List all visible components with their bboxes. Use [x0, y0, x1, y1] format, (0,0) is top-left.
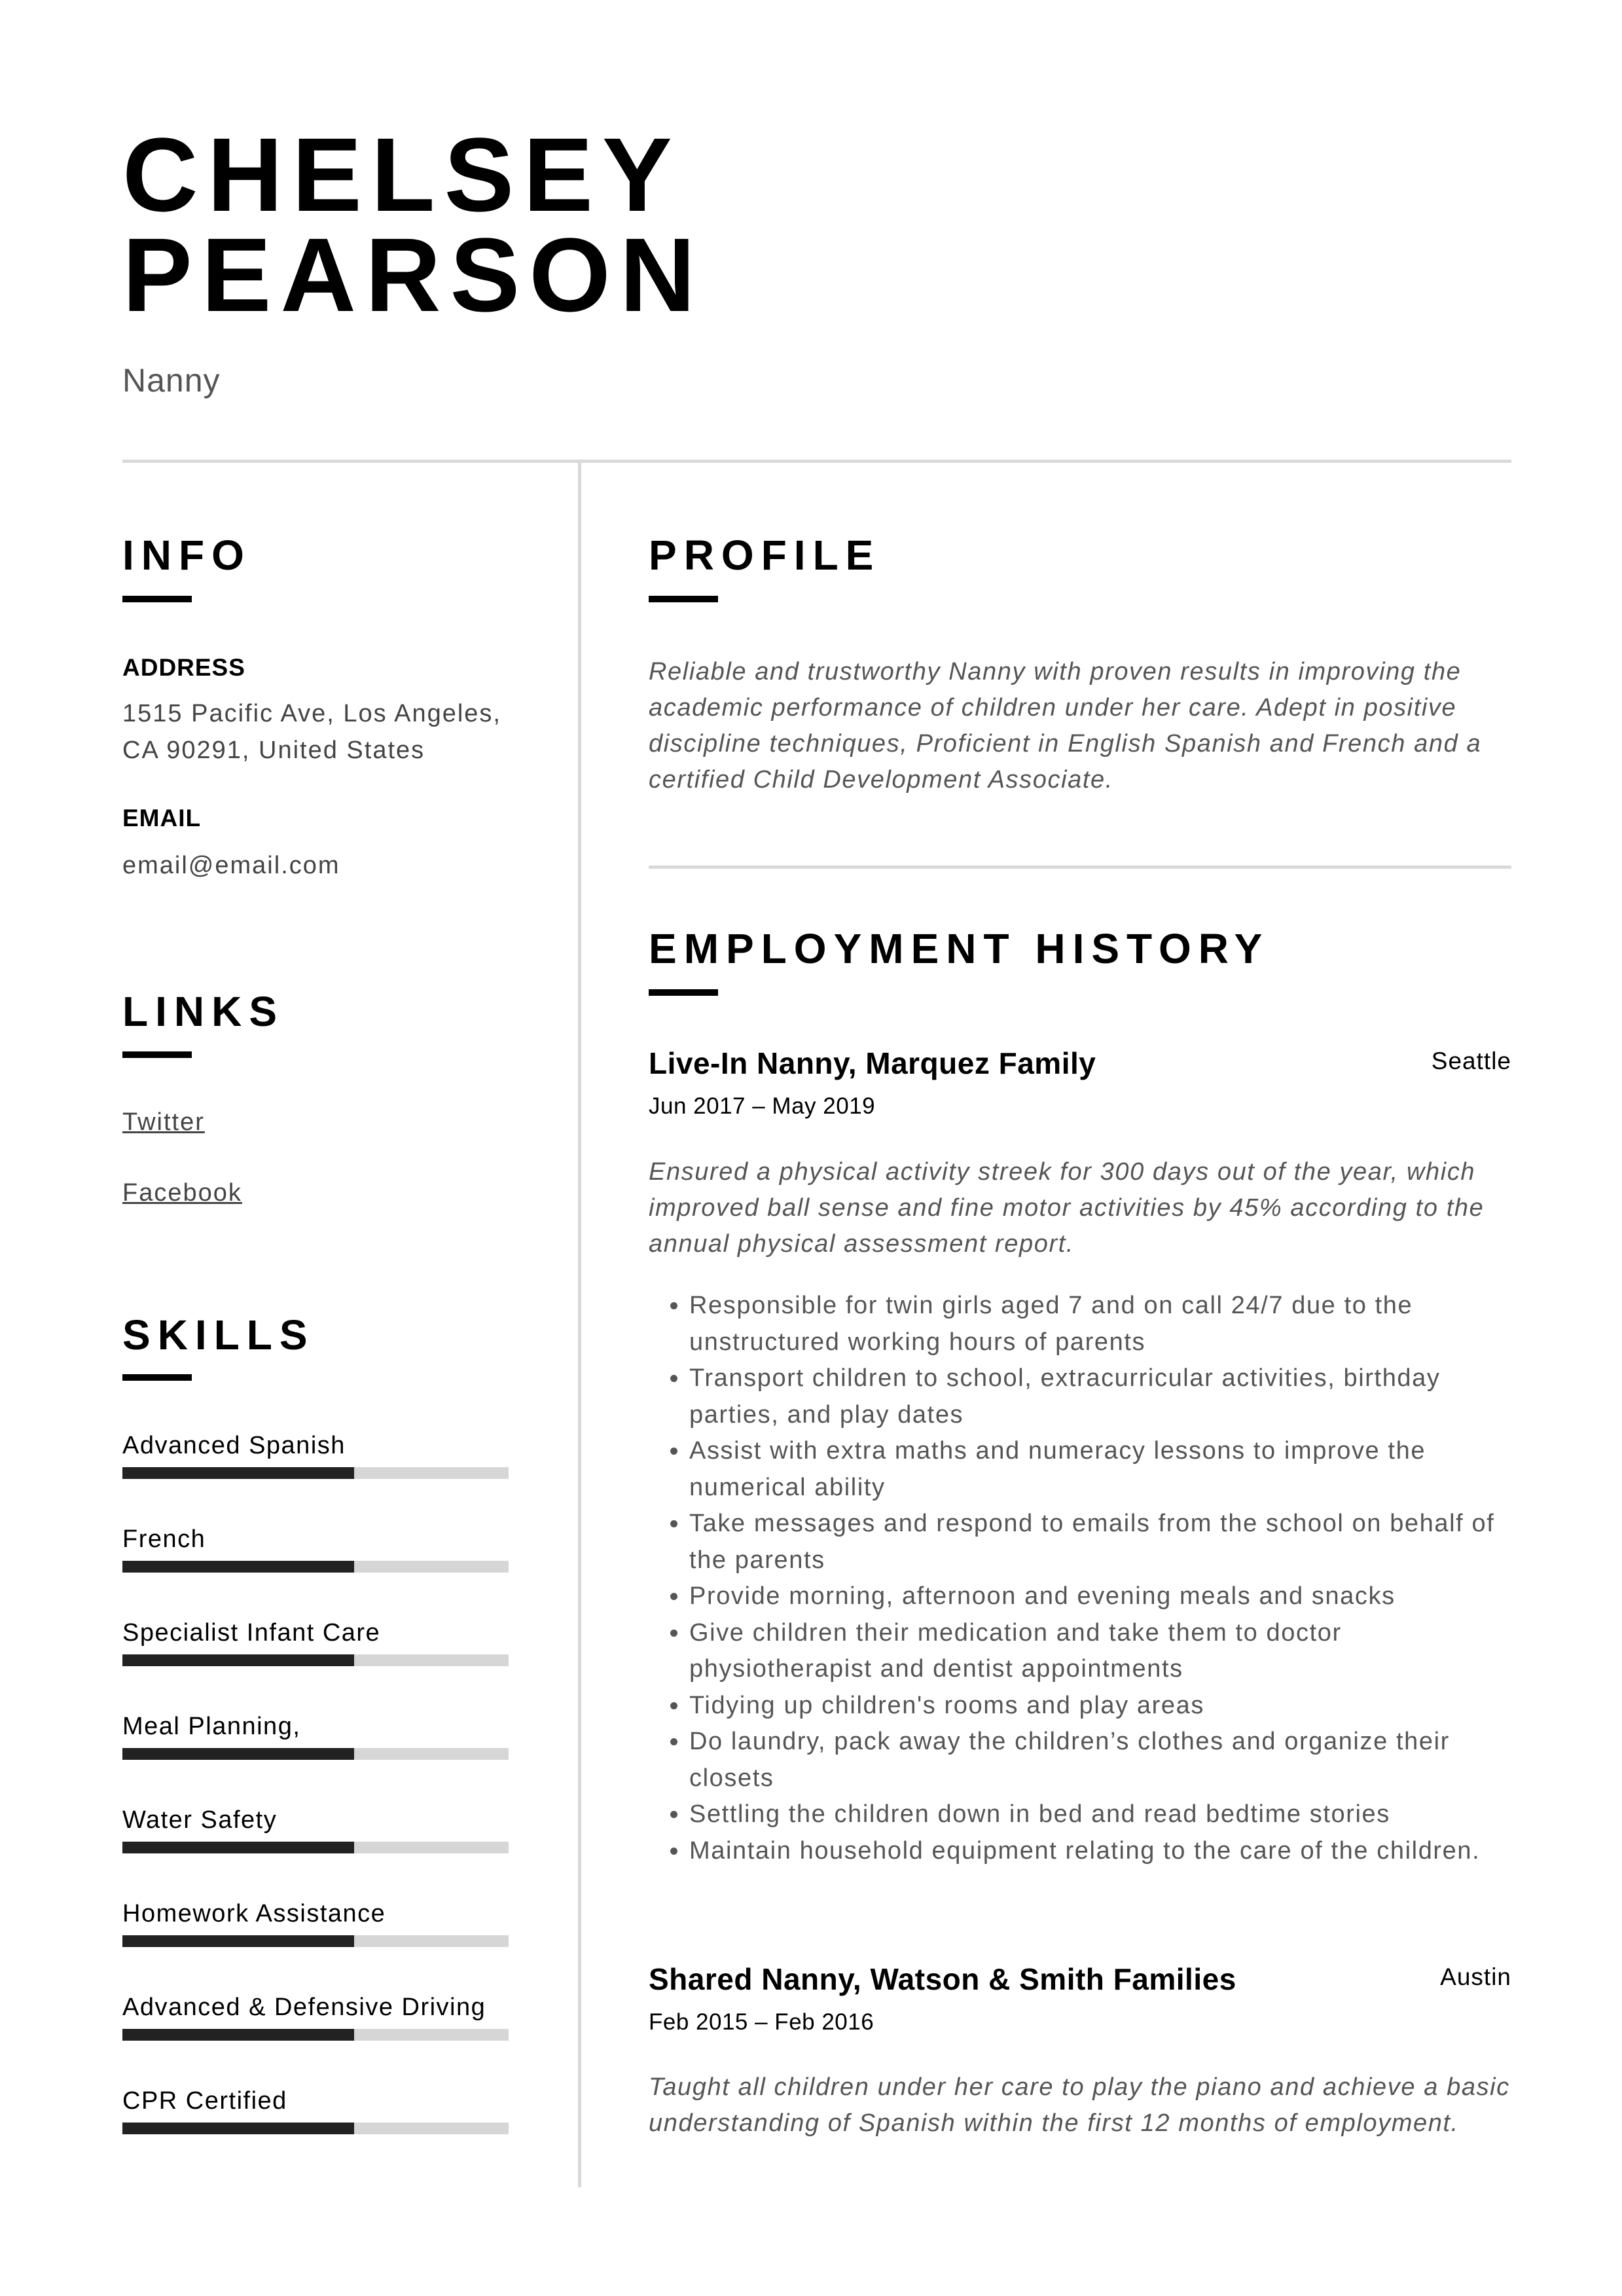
- job-bullet: • Settling the children down in bed and read bedtime stories: [689, 1796, 1511, 1833]
- skill-item: [122, 1616, 509, 1666]
- links-heading: LINKS: [122, 988, 284, 1035]
- job-bullet: • Take messages and respond to emails from the school on behalf of the parents: [689, 1506, 1511, 1578]
- skill-level-bar: [122, 1935, 509, 1947]
- skills-heading-underline: [122, 1374, 192, 1381]
- skill-level-bar: [122, 1748, 509, 1760]
- profile-text: Reliable and trustworthy Nanny with proven results in improving the academic performance of children under her care. Adept in positive discipline techniques, Proficient in English Spanish and French and a certified Child Development Associate.: [649, 658, 1482, 793]
- address-value: [122, 695, 501, 769]
- email-value: email@email.com: [122, 852, 340, 879]
- column-divider: [578, 462, 581, 2187]
- links-heading-underline: [122, 1051, 192, 1058]
- skill-level-bar: [122, 1467, 509, 1479]
- skill-level-bar: [122, 1654, 509, 1666]
- skill-level-fill: [122, 1654, 354, 1666]
- profile-divider: [649, 866, 1511, 869]
- job-location: Austin: [1440, 1963, 1511, 1990]
- skill-level-fill: [122, 2029, 354, 2041]
- skill-label: Advanced & Defensive Driving: [122, 1994, 486, 2021]
- skill-level-fill: [122, 1842, 354, 1853]
- skill-item: [122, 1429, 509, 1479]
- skill-label: Specialist Infant Care: [122, 1619, 381, 1647]
- address-line-1: 1515 Pacific Ave, Los Angeles,: [122, 700, 501, 727]
- skill-label: Homework Assistance: [122, 1900, 386, 1927]
- link-facebook[interactable]: Facebook: [122, 1179, 242, 1207]
- skill-item: [122, 1523, 509, 1573]
- skills-heading: SKILLS: [122, 1311, 315, 1358]
- skill-level-fill: [122, 2123, 354, 2134]
- job-bullet: • Transport children to school, extracurricular activities, birthday parties, and play dates: [689, 1360, 1511, 1433]
- skill-level-bar: [122, 1842, 509, 1853]
- address-label: ADDRESS: [122, 654, 245, 681]
- skill-label: Meal Planning,: [122, 1713, 301, 1740]
- skill-item: [122, 2085, 509, 2134]
- skill-item: [122, 1804, 509, 1853]
- job-bullet-list: [649, 1288, 1511, 1869]
- skill-item: [122, 1991, 509, 2041]
- job-entry: [649, 1044, 1511, 1869]
- skill-level-bar: [122, 1561, 509, 1573]
- skill-item: [122, 1897, 509, 1947]
- candidate-name: [122, 116, 705, 333]
- employment-heading-underline: [649, 989, 718, 996]
- profile-heading: PROFILE: [649, 532, 881, 579]
- job-dates: Jun 2017 – May 2019: [649, 1093, 876, 1119]
- job-dates: Feb 2015 – Feb 2016: [649, 2009, 874, 2035]
- email-label: EMAIL: [122, 805, 202, 831]
- name-last: PEARSON: [122, 216, 705, 333]
- job-role: Nanny: [122, 362, 221, 399]
- skill-item: [122, 1710, 509, 1760]
- job-bullet: • Assist with extra maths and numeracy lessons to improve the numerical ability: [689, 1433, 1511, 1506]
- skill-level-fill: [122, 1748, 354, 1760]
- job-bullet: • Do laundry, pack away the children’s clothes and organize their closets: [689, 1724, 1511, 1796]
- job-summary: Ensured a physical activity streek for 300 days out of the year, which improved ball sense and fine motor activities by 45% according to the annual physical assessment report.: [649, 1158, 1485, 1258]
- address-line-2: CA 90291, United States: [122, 737, 425, 764]
- link-twitter[interactable]: Twitter: [122, 1108, 205, 1136]
- skill-level-bar: [122, 2029, 509, 2041]
- skill-label: Advanced Spanish: [122, 1432, 346, 1459]
- job-bullet: • Provide morning, afternoon and evening meals and snacks: [689, 1578, 1511, 1615]
- info-heading: INFO: [122, 532, 251, 579]
- job-entry: [649, 1959, 1511, 2141]
- skill-label: CPR Certified: [122, 2087, 287, 2115]
- job-title: Live-In Nanny, Marquez Family: [649, 1046, 1096, 1080]
- profile-heading-underline: [649, 596, 718, 602]
- employment-heading: EMPLOYMENT HISTORY: [649, 925, 1270, 972]
- job-summary: Taught all children under her care to play the piano and achieve a basic understanding of Spanish within the first 12 months of employment.: [649, 2073, 1510, 2137]
- info-heading-underline: [122, 596, 192, 602]
- job-bullet: • Give children their medication and take them to doctor physiotherapist and dentist appointments: [689, 1615, 1511, 1688]
- job-title: Shared Nanny, Watson & Smith Families: [649, 1962, 1236, 1996]
- header-divider: [122, 460, 1511, 463]
- skill-label: French: [122, 1525, 206, 1553]
- skill-level-fill: [122, 1561, 354, 1573]
- job-bullet: • Responsible for twin girls aged 7 and on call 24/7 due to the unstructured working hours of parents: [689, 1288, 1511, 1360]
- job-bullet: • Maintain household equipment relating to the care of the children.: [689, 1833, 1511, 1870]
- job-bullet: • Tidying up children's rooms and play areas: [689, 1688, 1511, 1724]
- skill-level-bar: [122, 2123, 509, 2134]
- skill-level-fill: [122, 1935, 354, 1947]
- skill-level-fill: [122, 1467, 354, 1479]
- job-location: Seattle: [1431, 1048, 1511, 1074]
- skill-label: Water Safety: [122, 1806, 278, 1834]
- name-first: CHELSEY: [122, 116, 681, 233]
